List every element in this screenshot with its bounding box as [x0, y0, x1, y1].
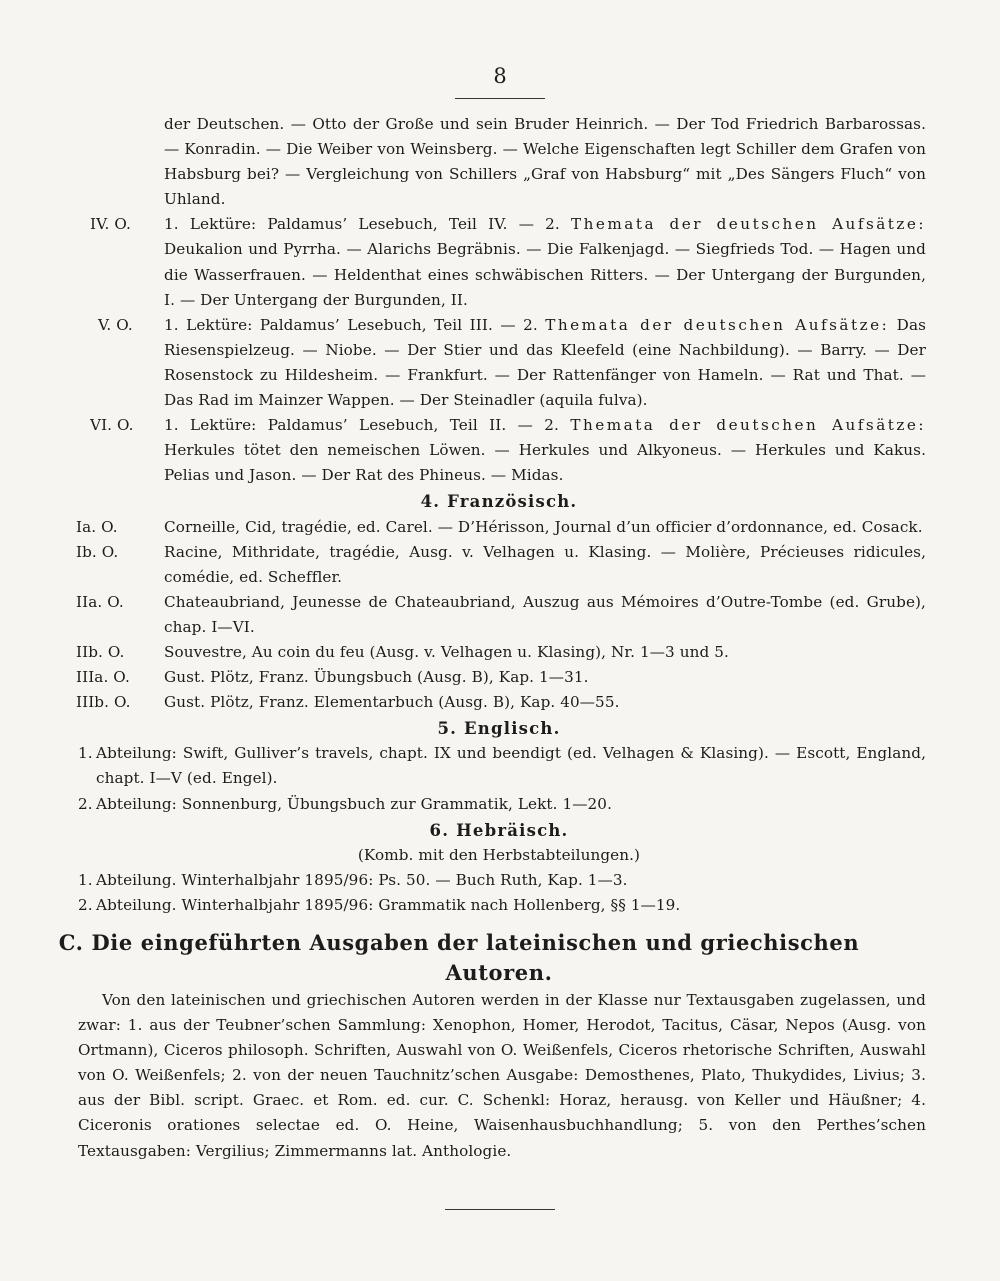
lektuere-text: 1. Lektüre: Paldamus’ Lesebuch, Teil IV. — 2.: [164, 215, 560, 234]
item-number: 1.: [78, 744, 93, 763]
class-entry-v-o: [72, 313, 926, 413]
class-entry-iv-o: [72, 212, 926, 312]
class-label: IIa. O.: [76, 592, 124, 611]
french-item: [72, 690, 926, 715]
french-item: [72, 640, 926, 665]
class-entry-vi-o: [72, 413, 926, 488]
class-label: VI. O.: [90, 416, 134, 435]
class-label: IV. O.: [90, 215, 131, 234]
themata-text: Deukalion und Pyrrha. — Alarichs Begräbnis. — Die Falkenjagd. — Siegfrieds Tod. — Hagen und die Wasserfrauen. — Heldenthat eines schwäbischen Ritters. — Der Untergang der Burgunden, I. — Der Untergang der Burgunden, II.: [164, 240, 926, 309]
page-content: [58, 112, 927, 1164]
french-heading: 4. Französisch.: [420, 492, 578, 512]
hebrew-heading: 6. Hebräisch.: [429, 820, 569, 840]
class-label: Ia. O.: [76, 517, 118, 536]
item-text: Souvestre, Au coin du feu (Ausg. v. Velhagen u. Klasing), Nr. 1—3 und 5.: [164, 642, 729, 661]
themata-text: Herkules tötet den nemeischen Löwen. — Herkules und Alkyoneus. — Herkules und Kakus. Pelias und Jason. — Der Rat des Phineus. — Midas.: [164, 441, 926, 485]
english-item: [72, 792, 926, 817]
item-text: Corneille, Cid, tragédie, ed. Carel. — D’Hérisson, Journal d’un officier d’ordonnance, ed. Cosack.: [164, 517, 923, 536]
item-number: 2.: [78, 895, 93, 914]
english-item: [72, 741, 926, 791]
class-label: IIIa. O.: [76, 668, 130, 687]
themata-heading: Themata der deutschen Aufsätze:: [570, 416, 926, 435]
section-c-title: [58, 928, 926, 988]
class-label: IIIb. O.: [76, 693, 131, 712]
top-rule: [455, 98, 545, 99]
hebrew-item: [72, 868, 926, 893]
english-heading: 5. Englisch.: [437, 719, 561, 739]
item-text: Abteilung. Winterhalbjahr 1895/96: Grammatik nach Hollenberg, §§ 1—19.: [96, 895, 681, 914]
item-text: Abteilung: Sonnenburg, Übungsbuch zur Grammatik, Lekt. 1—20.: [96, 794, 612, 813]
french-item: [72, 590, 926, 640]
class-label: V. O.: [98, 315, 133, 334]
item-text: Gust. Plötz, Franz. Übungsbuch (Ausg. B), Kap. 1—31.: [164, 668, 589, 687]
item-number: 2.: [78, 794, 93, 813]
item-text: Racine, Mithridate, tragédie, Ausg. v. Velhagen u. Klasing. — Molière, Précieuses ridicules, comédie, ed. Scheffler.: [164, 542, 926, 586]
french-item: [72, 665, 926, 690]
themata-heading: Themata der deutschen Aufsätze:: [545, 315, 890, 334]
hebrew-item: [72, 893, 926, 918]
section-c-title-line1: C. Die eingeführten Ausgaben der lateinischen und griechischen: [58, 930, 860, 955]
bottom-rule: [445, 1209, 555, 1210]
item-text: Abteilung. Winterhalbjahr 1895/96: Ps. 50. — Buch Ruth, Kap. 1—3.: [96, 870, 628, 889]
themata-text: Das Riesenspielzeug. — Niobe. — Der Stier und das Kleefeld (eine Nachbildung). — Barry. — Der Rosenstock zu Hildesheim. — Frankfurt. — Der Rattenfänger von Hameln. — Rat und That. — Das Rad im Mainzer Wappen. — Der Steinadler (aquila fulva).: [164, 315, 926, 410]
item-text: Gust. Plötz, Franz. Elementarbuch (Ausg. B), Kap. 40—55.: [164, 693, 620, 712]
hebrew-subheading: (Komb. mit den Herbstabteilungen.): [357, 845, 641, 864]
page-number: 8: [493, 64, 507, 88]
section-c-title-line2: Autoren.: [445, 960, 553, 985]
item-text: Abteilung: Swift, Gulliver’s travels, chapt. IX und beendigt (ed. Velhagen & Klasing). — Escott, England, chapt. I—V (ed. Engel).: [96, 744, 926, 788]
lektuere-text: 1. Lektüre: Paldamus’ Lesebuch, Teil II. — 2.: [164, 416, 559, 435]
german-continuation: der Deutschen. — Otto der Große und sein Bruder Heinrich. — Der Tod Friedrich Barbarossas. — Konradin. — Die Weiber von Weinsberg. — Welche Eigenschaften legt Schiller dem Grafen von Habsburg bei? — Vergleichung von Schillers „Graf von Habsburg“ mit „Des Sängers Fluch“ von Uhland.: [164, 115, 926, 209]
class-label: IIb. O.: [76, 642, 125, 661]
section-c-paragraph: Von den lateinischen und griechischen Autoren werden in der Klasse nur Textausgaben zugelassen, und zwar: 1. aus der Teubner’schen Sammlung: Xenophon, Homer, Herodot, Tacitus, Cäsar, Nepos (Ausg. von Ortmann), Ciceros philosoph. Schriften, Auswahl von O. Weißenfels, Ciceros rhetorische Schriften, Auswahl von O. Weißenfels; 2. von der neuen Tauchnitz’schen Ausgabe: Demosthenes, Plato, Thukydides, Livius; 3. aus der Bibl. script. Graec. et Rom. ed. cur. C. Schenkl: Horaz, herausg. von Keller und Häußner; 4. Ciceronis orationes selectae ed. O. Heine, Waisenhausbuchhandlung; 5. von den Perthes’schen Textausgaben: Vergilius; Zimmermanns lat. Anthologie.: [78, 991, 926, 1160]
lektuere-text: 1. Lektüre: Paldamus’ Lesebuch, Teil III. — 2.: [164, 315, 538, 334]
french-item: [72, 540, 926, 590]
themata-heading: Themata der deutschen Aufsätze:: [571, 215, 927, 234]
class-label: Ib. O.: [76, 542, 119, 561]
item-number: 1.: [78, 870, 93, 889]
item-text: Chateaubriand, Jeunesse de Chateaubriand, Auszug aus Mémoires d’Outre-Tombe (ed. Grube), chap. I—VI.: [164, 592, 926, 636]
french-item: [72, 515, 926, 540]
